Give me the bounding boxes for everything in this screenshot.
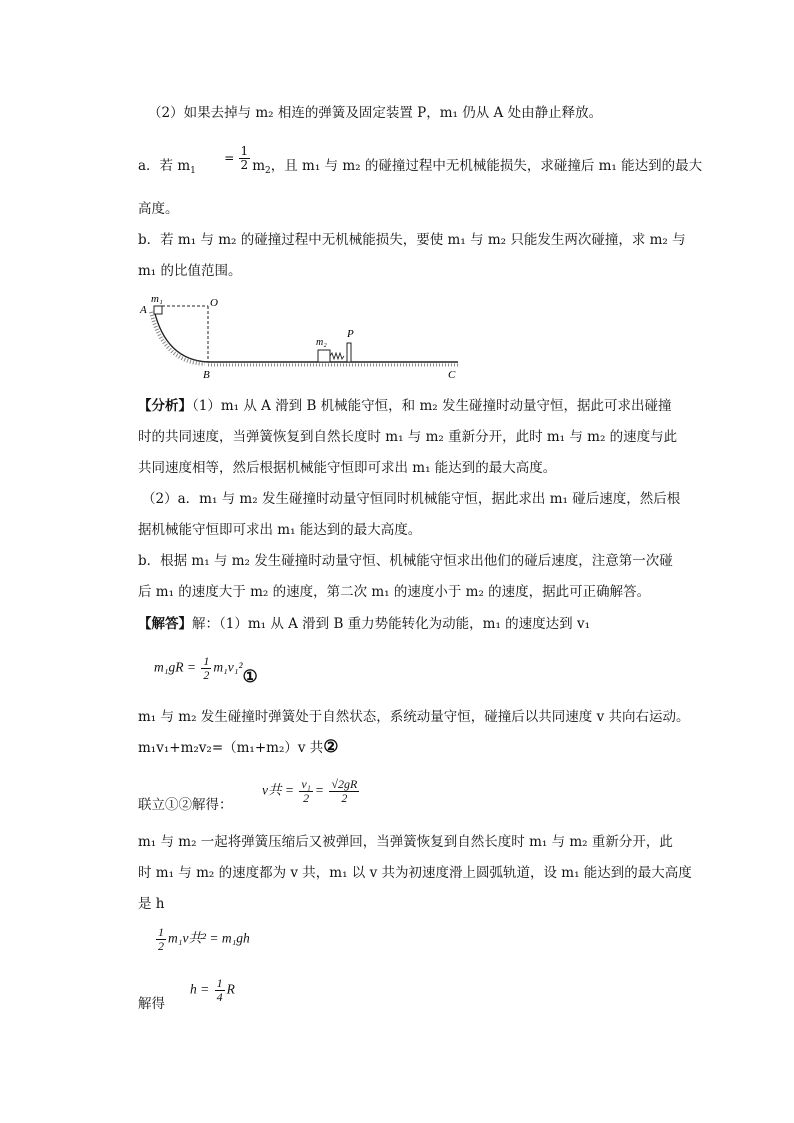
qa-suffix: ，且 m₁ 与 m₂ 的碰撞过程中无机械能损失，求碰撞后 m₁ 能达到的最大 — [270, 158, 703, 174]
question-b-1: b．若 m₁ 与 m₂ 的碰撞过程中无机械能损失，要使 m₁ 与 m₂ 只能发生两次碰撞，求 m₂ 与 — [138, 232, 686, 248]
label-C: C — [448, 369, 456, 380]
track-arc — [154, 310, 208, 362]
q2-intro: （2）如果去掉与 m₂ 相连的弹簧及固定装置 P，m₁ 仍从 A 处由静止释放。 — [148, 105, 603, 121]
label-P: P — [347, 328, 354, 340]
eq3-frac2 — [329, 778, 359, 805]
solution-l3: m₁v₁+m₂v₂=（m₁+m₂）v 共 — [138, 740, 324, 756]
solution-l1: 解：（1）m₁ 从 A 滑到 B 重力势能转化为动能，m₁ 的速度达到 v₁ — [192, 616, 591, 632]
solution-4 — [138, 795, 233, 815]
analysis-6: b．根据 m₁ 与 m₂ 发生碰撞时动量守恒、机械能守恒求出他们的碰后速度，注意第一次碰 — [138, 553, 673, 569]
equation-4 — [154, 926, 250, 953]
solution-1 — [138, 614, 590, 634]
eq3-den1: 2 — [303, 791, 310, 805]
analysis-2: 时的共同速度，当弹簧恢复到自然长度时 m₁ 与 m₂ 重新分开，此时 m₁ 与 m₂ 的速度与此 — [138, 429, 678, 445]
eq3-num2: √2gR — [331, 777, 358, 791]
question-b-2: m₁ 的比值范围。 — [138, 263, 242, 279]
block-m2 — [318, 350, 330, 362]
equation-5 — [190, 977, 235, 1004]
physics-diagram — [136, 290, 466, 380]
question-a-cont: 高度。 — [138, 201, 179, 217]
eq3-sign: = — [314, 782, 324, 798]
analysis-3: 共同速度相等，然后根据机械能守恒即可求出 m₁ 能达到的最大高度。 — [138, 460, 557, 476]
eq3-left: v共 = — [262, 782, 294, 798]
eq3-num1: v₁ — [301, 777, 311, 791]
equation-1 — [154, 654, 258, 686]
eq3-den2: 2 — [341, 791, 348, 805]
eq4-body: m₁v共² = m₁gh — [168, 930, 250, 946]
solution-8: 解得 — [138, 996, 165, 1012]
qa-mid: m — [252, 158, 265, 174]
analysis-1 — [138, 396, 671, 416]
equation-3 — [262, 778, 361, 805]
eq1-half-den: 2 — [203, 668, 210, 682]
eq5-right: R — [226, 981, 235, 997]
eq5-left: h = — [190, 981, 210, 997]
qa-frac — [239, 145, 251, 172]
qa-frac-num: 1 — [240, 144, 249, 158]
solution-2: m₁ 与 m₂ 发生碰撞时弹簧处于自然状态，系统动量守恒，碰撞后以共同速度 v 共向右运动。 — [138, 709, 690, 725]
solution-tag: 【解答】 — [138, 616, 192, 632]
spring — [330, 353, 344, 359]
eq3-frac1 — [299, 778, 313, 805]
qa-prefix: a．若 m — [138, 158, 191, 174]
eq4-half-den: 2 — [158, 939, 164, 953]
label-m1: m₁ — [151, 293, 163, 305]
eq1-half — [201, 655, 211, 682]
block-m1 — [154, 306, 162, 314]
eq1-left: m₁gR = — [154, 659, 196, 675]
label-m2: m₂ — [316, 337, 327, 348]
qa-fraction: = — [224, 150, 235, 165]
circle-1: ① — [242, 666, 258, 686]
circle-2: ② — [323, 737, 339, 757]
solution-5: m₁ 与 m₂ 一起将弹簧压缩后又被弹回，当弹簧恢复到自然长度时 m₁ 与 m₂ 重新分开，此 — [138, 834, 673, 850]
solution-7: 是 h — [138, 896, 165, 912]
qa-frac-den: 2 — [240, 158, 249, 172]
wall-p — [347, 343, 351, 362]
label-A: A — [140, 304, 147, 316]
eq4-half — [156, 926, 166, 953]
qa-sub-1: 1 — [190, 166, 196, 176]
eq1-half-num: 1 — [203, 654, 210, 668]
analysis-tag: 【分析】 — [138, 398, 192, 414]
eq1-right: m₁v₁² — [213, 659, 243, 675]
eq4-half-num: 1 — [158, 925, 164, 939]
eq5-num: 1 — [216, 976, 223, 990]
analysis-7: 后 m₁ 的速度大于 m₂ 的速度，第二次 m₁ 的速度小于 m₂ 的速度，据此可正确解答。 — [138, 584, 651, 600]
analysis-l1: （1）m₁ 从 A 滑到 B 机械能守恒，和 m₂ 发生碰撞时动量守恒，据此可求出碰撞 — [192, 398, 672, 414]
analysis-4: （2）a．m₁ 与 m₂ 发生碰撞时动量守恒同时机械能守恒，据此求出 m₁ 碰后速度，然后根 — [142, 491, 681, 507]
question-a: a．若 $m_1$ = $\frac{1}{2}$ $m_2$，且 m₁ 与 m₂ 的碰撞过程中无机械能损失，求碰撞后 m₁ 能达到的最大 — [138, 144, 703, 176]
solution-3 — [138, 737, 339, 758]
label-B: B — [203, 369, 210, 380]
eq5-den: 4 — [216, 990, 223, 1004]
eq5-quarter — [215, 977, 225, 1004]
track-hatch — [151, 312, 205, 364]
solution-6: 时 m₁ 与 m₂ 的速度都为 v 共，m₁ 以 v 共为初速度滑上圆弧轨道，设 m₁ 能达到的最大高度 — [138, 865, 692, 881]
solution-l4: 联立①②解得： — [138, 797, 233, 813]
label-O: O — [210, 297, 218, 309]
analysis-5: 据机械能守恒即可求出 m₁ 能达到的最大高度。 — [138, 522, 422, 538]
